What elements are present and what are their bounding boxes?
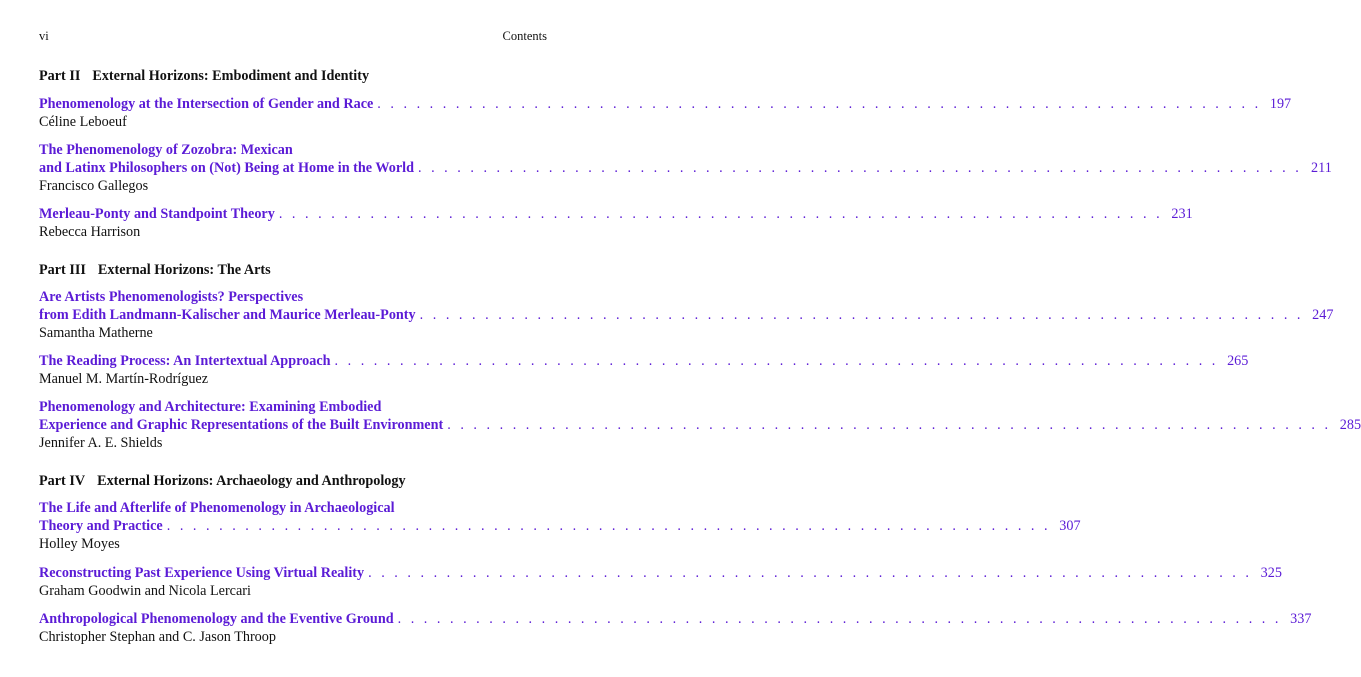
page-number: vi [39, 29, 49, 43]
entry-title-line[interactable] [39, 95, 1292, 113]
toc-entry[interactable] [39, 141, 1332, 195]
entry-title-line[interactable] [39, 416, 1361, 434]
part-label: Part II [39, 68, 81, 84]
dot-leader: . . . . . . . . . . . . . . . . . . . . . . . . . . . . . . . . . . . . . . . . . . . . . . . . . . . . . . . . . . . . . . . . . . . . [334, 353, 1219, 369]
part-title: External Horizons: Archaeology and Anthropology [97, 473, 406, 489]
entry-title-line[interactable] [39, 352, 1249, 370]
dot-leader: . . . . . . . . . . . . . . . . . . . . . . . . . . . . . . . . . . . . . . . . . . . . . . . . . . . . . . . . . . . . . . . . . . . . [417, 160, 1302, 176]
entry-page[interactable]: 247 [1312, 307, 1334, 323]
entry-page[interactable]: 231 [1171, 206, 1193, 222]
entry-page[interactable]: 337 [1290, 611, 1312, 627]
part-title: External Horizons: The Arts [97, 262, 271, 278]
part-heading [39, 262, 547, 279]
running-title: Contents [502, 29, 547, 43]
dot-leader: . . . . . . . . . . . . . . . . . . . . . . . . . . . . . . . . . . . . . . . . . . . . . . . . . . . . . . . . . . . . . . . . . . . . [368, 565, 1252, 581]
entry-title[interactable]: Reconstructing Past Experience Using Virtual Reality [39, 565, 365, 581]
entry-title-line[interactable] [39, 517, 1081, 535]
toc-entry[interactable] [39, 398, 1361, 452]
entry-title[interactable]: Experience and Graphic Representations of the Built Environment [39, 417, 444, 433]
entry-page[interactable]: 265 [1227, 353, 1249, 369]
toc-entry[interactable] [39, 564, 1282, 600]
entry-title-line[interactable] [39, 610, 1312, 628]
entry-title[interactable]: Merleau-Ponty and Standpoint Theory [39, 206, 275, 222]
entry-page[interactable]: 285 [1339, 417, 1361, 433]
entry-author: Rebecca Harrison [39, 224, 141, 240]
entry-title-line[interactable] [39, 306, 1334, 324]
dot-leader: . . . . . . . . . . . . . . . . . . . . . . . . . . . . . . . . . . . . . . . . . . . . . . . . . . . . . . . . . . . . . . . . . . . . [419, 307, 1304, 323]
entry-page[interactable]: 325 [1260, 565, 1282, 581]
entry-author: Christopher Stephan and C. Jason Throop [39, 629, 276, 645]
toc-entry[interactable] [39, 499, 1081, 553]
entry-title[interactable]: from Edith Landmann-Kalischer and Maurice Merleau-Ponty [39, 307, 416, 323]
toc-entry[interactable] [39, 352, 1249, 388]
dot-leader: . . . . . . . . . . . . . . . . . . . . . . . . . . . . . . . . . . . . . . . . . . . . . . . . . . . . . . . . . . . . . . . . . . . . [377, 96, 1262, 112]
entry-title-line[interactable] [39, 159, 1332, 177]
entry-author: Francisco Gallegos [39, 178, 149, 194]
entry-author: Samantha Matherne [39, 325, 153, 341]
part-heading [39, 473, 547, 490]
entry-title[interactable]: The Life and Afterlife of Phenomenology in Archaeological [39, 500, 395, 516]
entry-title[interactable]: Are Artists Phenomenologists? Perspectives [39, 289, 304, 305]
part-heading [39, 68, 547, 85]
entry-page[interactable]: 211 [1311, 160, 1332, 176]
entry-author: Manuel M. Martín-Rodríguez [39, 371, 209, 387]
toc-entry[interactable] [39, 205, 1193, 241]
entry-title-line[interactable] [39, 205, 1193, 223]
entry-title[interactable]: Phenomenology and Architecture: Examining Embodied [39, 399, 382, 415]
entry-author: Graham Goodwin and Nicola Lercari [39, 583, 251, 599]
entry-title[interactable]: Anthropological Phenomenology and the Eventive Ground [39, 611, 394, 627]
part-label: Part III [39, 262, 86, 278]
entry-title[interactable]: Theory and Practice [39, 518, 163, 534]
dot-leader: . . . . . . . . . . . . . . . . . . . . . . . . . . . . . . . . . . . . . . . . . . . . . . . . . . . . . . . . . . . . . . . . . . . . [166, 518, 1051, 534]
entry-title[interactable]: and Latinx Philosophers on (Not) Being at Home in the World [39, 160, 414, 176]
entry-title-line[interactable] [39, 564, 1282, 582]
entry-page[interactable]: 197 [1269, 96, 1292, 112]
dot-leader: . . . . . . . . . . . . . . . . . . . . . . . . . . . . . . . . . . . . . . . . . . . . . . . . . . . . . . . . . . . . . . . . . . . . [397, 611, 1282, 627]
part-label: Part IV [39, 473, 86, 489]
page-header [39, 29, 547, 45]
part-title: External Horizons: Embodiment and Identity [92, 68, 370, 84]
dot-leader: . . . . . . . . . . . . . . . . . . . . . . . . . . . . . . . . . . . . . . . . . . . . . . . . . . . . . . . . . . . . . . . . . . . . [278, 206, 1163, 222]
toc-entry[interactable] [39, 610, 1312, 646]
toc-entry[interactable] [39, 288, 1334, 342]
dot-leader: . . . . . . . . . . . . . . . . . . . . . . . . . . . . . . . . . . . . . . . . . . . . . . . . . . . . . . . . . . . . . . . . . . . . [447, 417, 1332, 433]
entry-author: Céline Leboeuf [39, 114, 127, 130]
toc-entry[interactable] [39, 95, 1292, 131]
entry-author: Holley Moyes [39, 536, 120, 552]
entry-title[interactable]: Phenomenology at the Intersection of Gender and Race [39, 96, 374, 112]
entry-author: Jennifer A. E. Shields [39, 435, 163, 451]
entry-title[interactable]: The Reading Process: An Intertextual Approach [39, 353, 331, 369]
entry-page[interactable]: 307 [1059, 518, 1081, 534]
entry-title[interactable]: The Phenomenology of Zozobra: Mexican [39, 142, 293, 158]
